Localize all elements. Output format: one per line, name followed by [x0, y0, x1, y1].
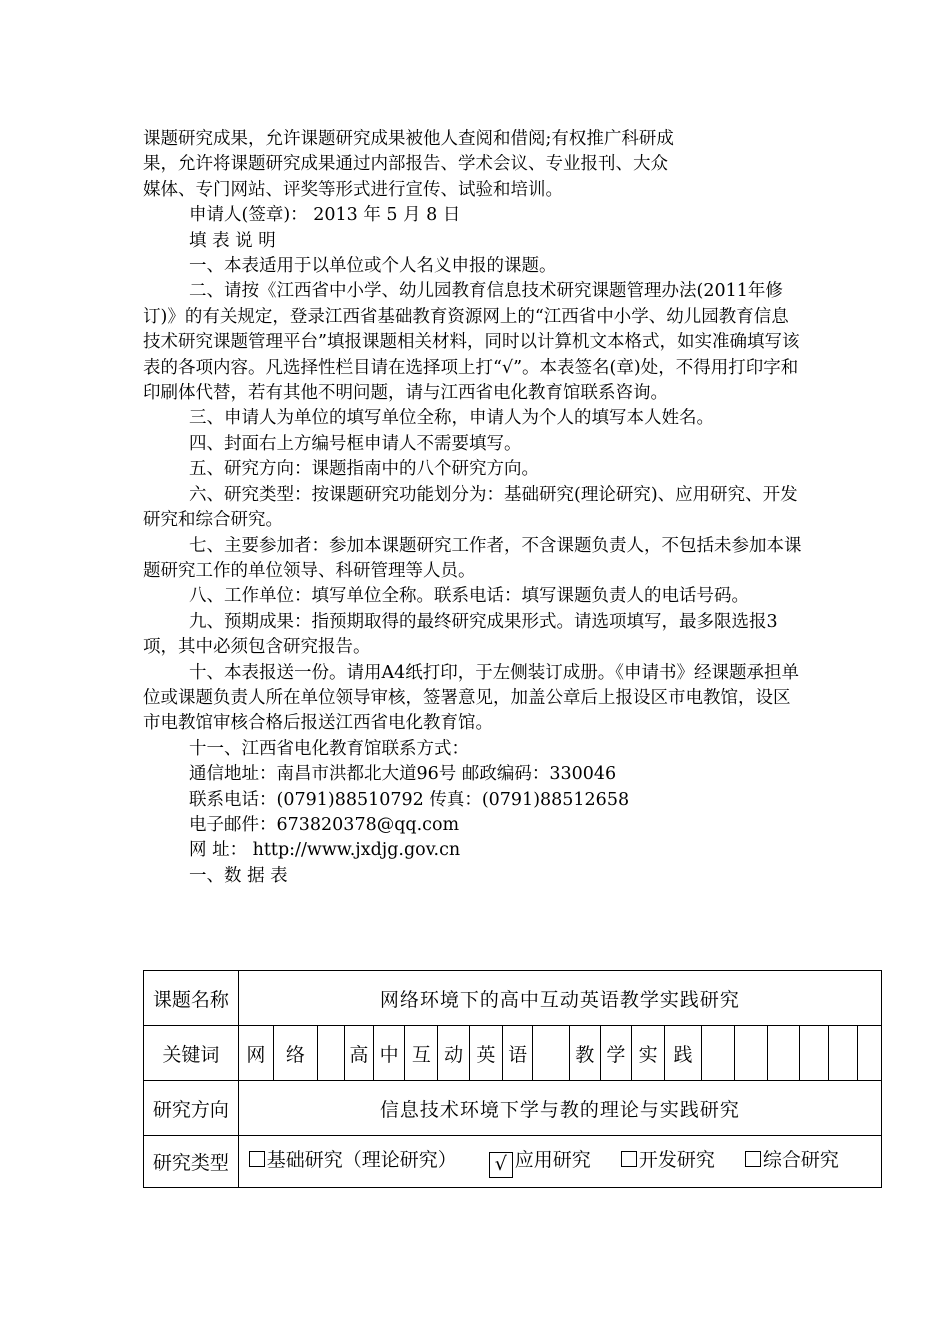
keyword-cell — [768, 1026, 799, 1081]
keywords-label: 关键词 — [144, 1026, 239, 1081]
keyword-cell — [533, 1026, 569, 1081]
direction-row — [144, 1081, 882, 1136]
keyword-cell: 英 — [469, 1026, 502, 1081]
keyword-cell: 互 — [405, 1026, 438, 1081]
instructions-title: 填 表 说 明 — [189, 230, 276, 251]
keywords-row — [144, 1026, 882, 1081]
type-options — [238, 1136, 881, 1188]
keyword-cell: 践 — [665, 1026, 701, 1081]
keyword-cell: 实 — [632, 1026, 665, 1081]
type-label: 研究类型 — [144, 1136, 239, 1188]
instruction-item-9: 九、预期成果：指预期取得的最终研究成果形式。请选项填写，最多限选报3项，其中必须包含研究报告。 — [143, 611, 778, 658]
keyword-cell — [799, 1026, 828, 1081]
topic-value: 网络环境下的高中互动英语教学实践研究 — [238, 971, 881, 1026]
type-option-comprehensive[interactable]: 综合研究 — [745, 1145, 839, 1172]
applicant-signature-line: 申请人(签章)： 2013 年 5 月 8 日 — [189, 205, 461, 226]
contact-address: 通信地址：南昌市洪都北大道96号 邮政编码：330046 — [189, 764, 617, 785]
keyword-cell: 络 — [274, 1026, 318, 1081]
keyword-cell: 中 — [373, 1026, 404, 1081]
data-table-section-title: 一、数 据 表 — [189, 865, 288, 886]
type-option-basic[interactable]: 基础研究（理论研究） — [249, 1145, 457, 1172]
instruction-item-6: 六、研究类型：按课题研究功能划分为：基础研究(理论研究)、应用研究、开发研究和综合研究。 — [143, 484, 798, 531]
keyword-cell — [701, 1026, 734, 1081]
data-table — [143, 970, 882, 1188]
keyword-cell — [857, 1026, 881, 1081]
instruction-item-5: 五、研究方向：课题指南中的八个研究方向。 — [189, 459, 539, 480]
instruction-item-8: 八、工作单位：填写单位全称。联系电话：填写课题负责人的电话号码。 — [189, 586, 749, 607]
contact-email: 电子邮件：673820378@qq.com — [189, 814, 460, 835]
contact-website: 网 址： http://www.jxdjg.gov.cn — [189, 840, 461, 861]
intro-line-2: 果，允许将课题研究成果通过内部报告、学术会议、专业报刊、大众 — [143, 154, 668, 175]
keyword-cell: 动 — [438, 1026, 469, 1081]
keyword-cell — [317, 1026, 344, 1081]
contact-phone: 联系电话：(0791)88510792 传真：(0791)88512658 — [189, 789, 630, 810]
unchecked-box-icon — [249, 1151, 265, 1167]
unchecked-box-icon — [621, 1151, 637, 1167]
unchecked-box-icon — [745, 1151, 761, 1167]
keyword-cell: 语 — [503, 1026, 533, 1081]
keyword-cell — [735, 1026, 768, 1081]
intro-line-1: 课题研究成果，允许课题研究成果被他人查阅和借阅;有权推广科研成 — [143, 129, 674, 149]
document-body — [143, 127, 803, 889]
keyword-cell: 网 — [238, 1026, 273, 1081]
type-option-development[interactable]: 开发研究 — [621, 1145, 715, 1172]
direction-label: 研究方向 — [144, 1081, 239, 1136]
instruction-item-10: 十、本表报送一份。请用A4纸打印，于左侧装订成册。《申请书》经课题承担单位或课题负责人所在单位领导审核，签署意见，加盖公章后上报设区市电教馆，设区市电教馆审核合格后报送江西省电化教育馆。 — [143, 662, 800, 734]
direction-value: 信息技术环境下学与教的理论与实践研究 — [238, 1081, 881, 1136]
checked-box-icon: √ — [489, 1152, 513, 1178]
keyword-cell — [828, 1026, 857, 1081]
keyword-cell: 高 — [344, 1026, 373, 1081]
intro-line-3: 媒体、专门网站、评奖等形式进行宣传、试验和培训。 — [143, 179, 563, 200]
instruction-item-7: 七、主要参加者：参加本课题研究工作者，不含课题负责人，不包括未参加本课题研究工作的单位领导、科研管理等人员。 — [143, 535, 802, 581]
keyword-cell: 学 — [600, 1026, 631, 1081]
instruction-item-1: 一、本表适用于以单位或个人名义申报的课题。 — [189, 256, 557, 277]
topic-row — [144, 971, 882, 1026]
type-row — [144, 1136, 882, 1188]
instruction-item-3: 三、申请人为单位的填写单位全称，申请人为个人的填写本人姓名。 — [189, 408, 714, 429]
instruction-item-4: 四、封面右上方编号框申请人不需要填写。 — [189, 433, 522, 454]
instruction-item-11: 十一、江西省电化教育馆联系方式： — [189, 738, 469, 759]
keyword-cell: 教 — [569, 1026, 600, 1081]
instruction-item-2: 二、请按《江西省中小学、幼儿园教育信息技术研究课题管理办法(2011年修订)》的有关规定，登录江西省基础教育资源网上的“江西省中小学、幼儿园教育信息技术研究课题管理平台”填报课题相关材料，同时以计算机文本格式，如实准确填写该表的各项内容。凡选择性栏目请在选择项上打“√”。本表签名(章)处，不得用打印字和印刷体代替，若有其他不明问题，请与江西省电化教育馆联系咨询。 — [143, 281, 800, 404]
topic-label: 课题名称 — [144, 971, 239, 1026]
type-option-applied[interactable]: √ 应用研究 — [489, 1145, 591, 1178]
